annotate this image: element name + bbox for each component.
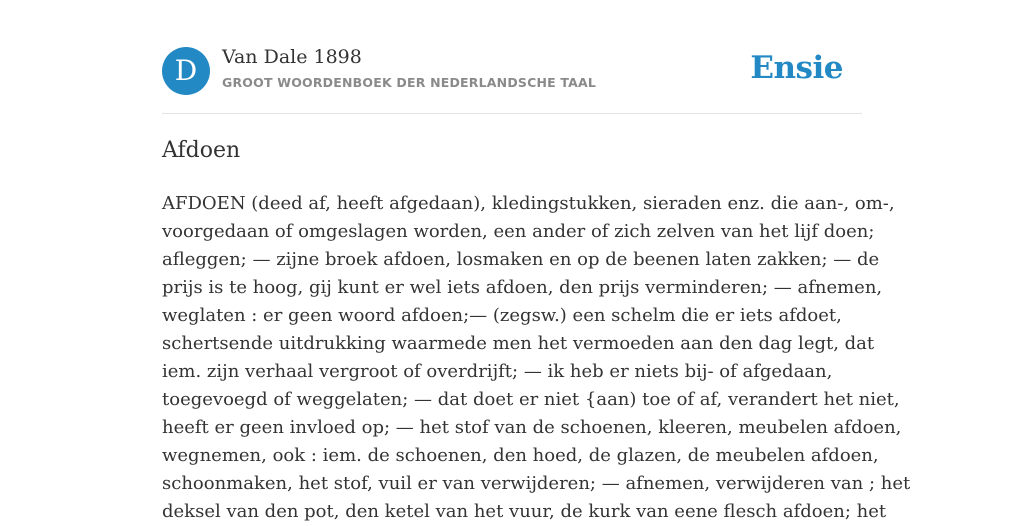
definition-line: iem. zijn verhaal vergroot of overdrijft; — ik heb er niets bij- of afgedaan,	[162, 361, 833, 382]
page-header	[162, 46, 862, 96]
headword-title: Afdoen	[162, 138, 241, 163]
header-divider	[162, 113, 862, 114]
definition-line: voorgedaan of omgeslagen worden, een ander of zich zelven van het lijf doen;	[162, 221, 875, 242]
definition-text	[162, 190, 911, 526]
definition-line: heeft er geen invloed op; — het stof van de schoenen, kleeren, meubelen afdoen,	[162, 417, 902, 438]
definition-line: weglaten : er geen woord afdoen;— (zegsw.) een schelm die er iets afdoet,	[162, 305, 842, 326]
definition-line: schertsende uitdrukking waarmede men het vermoeden aan den dag legt, dat	[162, 333, 875, 354]
definition-line: schoonmaken, het stof, vuil er van verwijderen; — afnemen, verwijderen van ; het	[162, 473, 911, 494]
source-title[interactable]: Van Dale 1898	[222, 46, 362, 68]
definition-line: toegevoegd of weggelaten; — dat doet er niet {aan) toe of af, verandert het niet,	[162, 389, 900, 410]
definition-line: AFDOEN (deed af, heeft afgedaan), kledingstukken, sieraden enz. die aan-, om-,	[162, 193, 895, 214]
definition-line: deksel van den pot, den ketel van het vuur, de kurk van eene flesch afdoen; het	[162, 501, 887, 522]
definition-line: wegnemen, ook : iem. de schoenen, den hoed, de glazen, de meubelen afdoen,	[162, 445, 879, 466]
brand-logo[interactable]: Ensie	[750, 50, 843, 86]
source-logo-icon[interactable]: D	[162, 47, 210, 95]
definition-line: afleggen; — zijne broek afdoen, losmaken en op de beenen laten zakken; — de	[162, 249, 880, 270]
source-subtitle: GROOT WOORDENBOEK DER NEDERLANDSCHE TAAL	[222, 75, 597, 90]
definition-line: prijs is te hoog, gij kunt er wel iets afdoen, den prijs verminderen; — afnemen,	[162, 277, 883, 298]
